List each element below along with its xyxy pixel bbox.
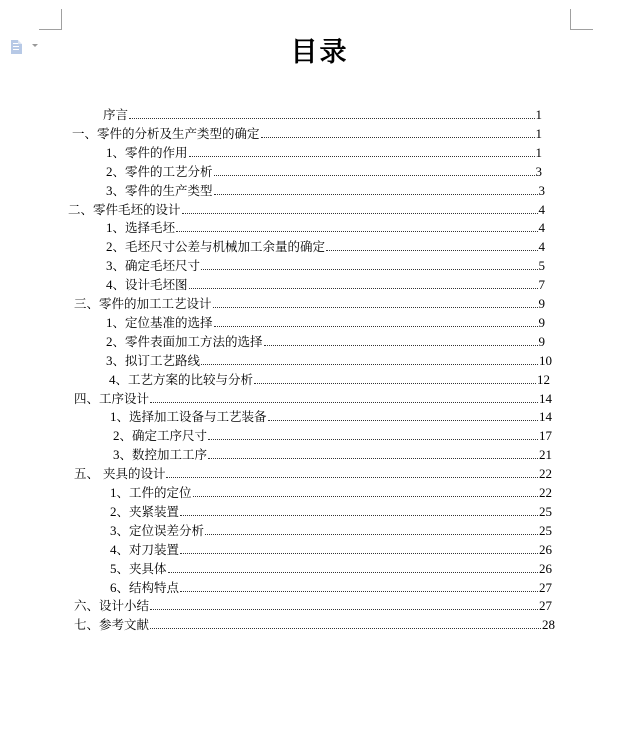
toc-entry-text: 、零件的作用 [112, 144, 188, 160]
toc-entry-label [74, 294, 212, 313]
toc-entry[interactable] [106, 313, 545, 332]
toc-entry-label [110, 502, 179, 521]
toc-entry-page: 5 [538, 258, 545, 274]
toc-entry-text: 二、零件毛坯的设计 [68, 201, 181, 217]
toc-entry[interactable] [74, 294, 545, 313]
toc-entry-number: 1 [110, 409, 117, 425]
toc-entry-text: 五、 夹具的设计 [74, 466, 166, 482]
page-margin-corner-top-left [39, 9, 62, 30]
toc-entry-label [110, 540, 179, 559]
toc-entry[interactable] [106, 256, 545, 275]
toc-entry-page: 7 [538, 277, 545, 293]
toc-entry-number: 4 [109, 371, 116, 387]
toc-entry-page: 14 [539, 390, 552, 406]
toc-entry-text: 、毛坯尺寸公差与机械加工余量的确定 [112, 239, 326, 255]
toc-entry-label [106, 218, 175, 237]
toc-entry[interactable] [106, 218, 545, 237]
toc-entry-page: 1 [535, 125, 542, 141]
toc-entry[interactable] [106, 332, 545, 351]
toc-entry-page: 4 [538, 201, 545, 217]
dot-leader [264, 344, 538, 346]
dot-leader [189, 155, 535, 157]
toc-entry-text: 、确定毛坯尺寸 [112, 258, 201, 274]
toc-entry[interactable] [72, 124, 542, 143]
toc-entry[interactable] [106, 162, 542, 181]
toc-entry[interactable] [113, 426, 552, 445]
dot-leader [189, 287, 538, 289]
dot-leader [150, 627, 541, 629]
toc-entry[interactable] [109, 370, 550, 389]
toc-entry-text: 、选择加工设备与工艺装备 [116, 409, 267, 425]
toc-entry[interactable] [106, 237, 545, 256]
toc-entry-page: 3 [535, 163, 542, 179]
toc-entry-page: 3 [538, 182, 545, 198]
toc-entry-label [74, 596, 149, 615]
dot-leader [254, 382, 536, 384]
toc-entry-page: 25 [539, 522, 552, 538]
dot-leader [166, 476, 538, 478]
toc-entry[interactable] [74, 464, 552, 483]
dot-leader [214, 174, 535, 176]
toc-entry-text: 、拟订工艺路线 [112, 352, 201, 368]
toc-entry-number: 3 [110, 522, 117, 538]
toc-entry-text: 、定位基准的选择 [112, 314, 213, 330]
toc-entry-number: 3 [106, 258, 113, 274]
toc-entry-text: 、工件的定位 [116, 485, 192, 500]
dot-leader [180, 590, 538, 592]
dot-leader [182, 212, 538, 214]
toc-entry-label [74, 389, 149, 408]
toc-entry-page: 9 [538, 314, 545, 330]
toc-entry[interactable] [106, 351, 552, 370]
toc-entry-label [106, 256, 200, 275]
toc-entry[interactable] [110, 578, 552, 597]
toc-entry-text: 、夹紧装置 [116, 503, 180, 519]
toc-entry-text: 、设计毛坯图 [112, 277, 188, 293]
toc-entry-text: 、零件的工艺分析 [112, 163, 213, 179]
dot-leader [193, 495, 538, 497]
toc-entry-text: 三、零件的加工工艺设计 [74, 296, 212, 311]
dot-leader [208, 438, 538, 440]
toc-entry-number: 3 [106, 352, 113, 368]
toc-entry-page: 28 [542, 617, 555, 633]
dot-leader [150, 608, 538, 610]
dot-leader [214, 325, 538, 327]
dot-leader [213, 306, 538, 308]
toc-entry-text: 、工艺方案的比较与分析 [115, 371, 254, 387]
toc-entry-number: 1 [106, 144, 113, 160]
toc-entry-label [74, 615, 149, 634]
toc-entry-page: 1 [535, 107, 542, 122]
page-margin-corner-top-right [570, 9, 593, 30]
toc-entry[interactable] [74, 596, 552, 615]
toc-entry[interactable] [110, 502, 552, 521]
toc-entry-label [106, 181, 213, 200]
toc-entry-text: 序言 [103, 107, 129, 122]
dot-leader [268, 419, 538, 421]
dot-leader [208, 457, 538, 459]
toc-entry-page: 22 [539, 485, 552, 500]
toc-entry-label [110, 559, 167, 578]
toc-entry-label [106, 332, 263, 351]
toc-entry-page: 17 [539, 428, 552, 444]
toc-entry-text: 、选择毛坯 [112, 220, 176, 236]
toc-entry-number: 1 [106, 220, 113, 236]
toc-entry-label [72, 124, 260, 143]
dot-leader [205, 533, 538, 535]
toc-entry-number: 1 [110, 485, 117, 500]
toc-entry[interactable] [74, 615, 555, 634]
toc-entry-label [109, 370, 253, 389]
toc-entry-number: 6 [110, 579, 117, 595]
toc-entry-label [106, 313, 213, 332]
toc-entry-number: 2 [106, 163, 113, 179]
toc-entry-page: 9 [538, 296, 545, 311]
toc-entry-text: 、对刀装置 [116, 541, 180, 557]
toc-entry-number: 5 [110, 560, 117, 576]
toc-entry-text: 六、设计小结 [74, 598, 150, 614]
toc-entry-label [106, 351, 200, 370]
toc-entry-page: 10 [539, 352, 552, 368]
toc-entry-number: 1 [106, 314, 113, 330]
dot-leader [180, 514, 538, 516]
toc-entry[interactable] [103, 105, 542, 124]
toc-entry-text: 一、零件的分析及生产类型的确定 [72, 125, 260, 141]
toc-entry-page: 1 [535, 144, 542, 160]
toc-entry-label [74, 464, 165, 483]
dot-leader [201, 363, 538, 365]
toc-entry[interactable] [110, 521, 552, 540]
toc-entry[interactable] [68, 200, 545, 219]
dot-leader [201, 268, 537, 270]
toc-entry-page: 9 [538, 333, 545, 349]
toc-entry-page: 21 [539, 447, 552, 463]
toc-entry[interactable] [110, 407, 552, 426]
toc-entry-text: 、零件的生产类型 [112, 182, 213, 198]
toc-entry-page: 4 [538, 239, 545, 255]
toc-entry-text: 、夹具体 [116, 560, 167, 576]
toc-entry-label [106, 162, 213, 181]
toc-entry-number: 2 [106, 239, 113, 255]
toc-entry-text: 七、参考文献 [74, 617, 150, 633]
toc-entry[interactable] [106, 143, 542, 162]
toc-entry-page: 26 [539, 541, 552, 557]
toc-entry[interactable] [110, 540, 552, 559]
toc-entry-page: 14 [539, 409, 552, 425]
toc-entry-label [106, 237, 325, 256]
toc-entry-page: 4 [538, 220, 545, 236]
toc-entry-label [110, 483, 192, 502]
toc-entry-text: 、定位误差分析 [116, 522, 205, 538]
dot-leader [129, 117, 534, 119]
toc-entry[interactable] [74, 389, 552, 408]
toc-entry-label [106, 275, 188, 294]
dot-leader [180, 552, 538, 554]
dot-leader [261, 136, 535, 138]
dot-leader [326, 249, 537, 251]
toc-entry-page: 27 [539, 579, 552, 595]
toc-entry[interactable] [106, 275, 545, 294]
toc-entry-number: 3 [113, 447, 120, 463]
dot-leader [150, 401, 538, 403]
toc-entry-label [103, 105, 128, 124]
toc-entry-page: 22 [539, 466, 552, 482]
dot-leader [214, 193, 538, 195]
toc-entry-text: 、确定工序尺寸 [119, 428, 208, 444]
toc-entry-page: 27 [539, 598, 552, 614]
toc-entry-number: 2 [110, 503, 117, 519]
toc-entry-number: 3 [106, 182, 113, 198]
toc-entry-number: 4 [106, 277, 113, 293]
page-title: 目录 [290, 37, 349, 68]
toc-entry-label [68, 200, 181, 219]
toc-entry[interactable] [106, 181, 545, 200]
toc-entry-label [113, 426, 207, 445]
toc-entry-label [110, 578, 179, 597]
toc-entry-label [113, 445, 207, 464]
toc-entry-number: 4 [110, 541, 117, 557]
toc-entry-text: 、结构特点 [116, 579, 180, 595]
toc-entry-page: 26 [539, 560, 552, 576]
toc-entry-number: 2 [113, 428, 120, 444]
toc-entry[interactable] [110, 483, 552, 502]
dot-leader [168, 571, 538, 573]
toc-entry-label [110, 521, 204, 540]
toc-entry-label [110, 407, 267, 426]
toc-entry-text: 、数控加工工序 [119, 447, 208, 463]
dot-leader [176, 230, 537, 232]
toc-entry-page: 25 [539, 503, 552, 519]
toc-entry-number: 2 [106, 333, 113, 349]
toc-entry-page: 12 [537, 371, 550, 387]
toc-entry[interactable] [113, 445, 552, 464]
toc-entry-text: 、零件表面加工方法的选择 [112, 333, 263, 349]
toc-entry[interactable] [110, 559, 552, 578]
toc-entry-text: 四、工序设计 [74, 390, 150, 406]
toc-entry-label [106, 143, 188, 162]
